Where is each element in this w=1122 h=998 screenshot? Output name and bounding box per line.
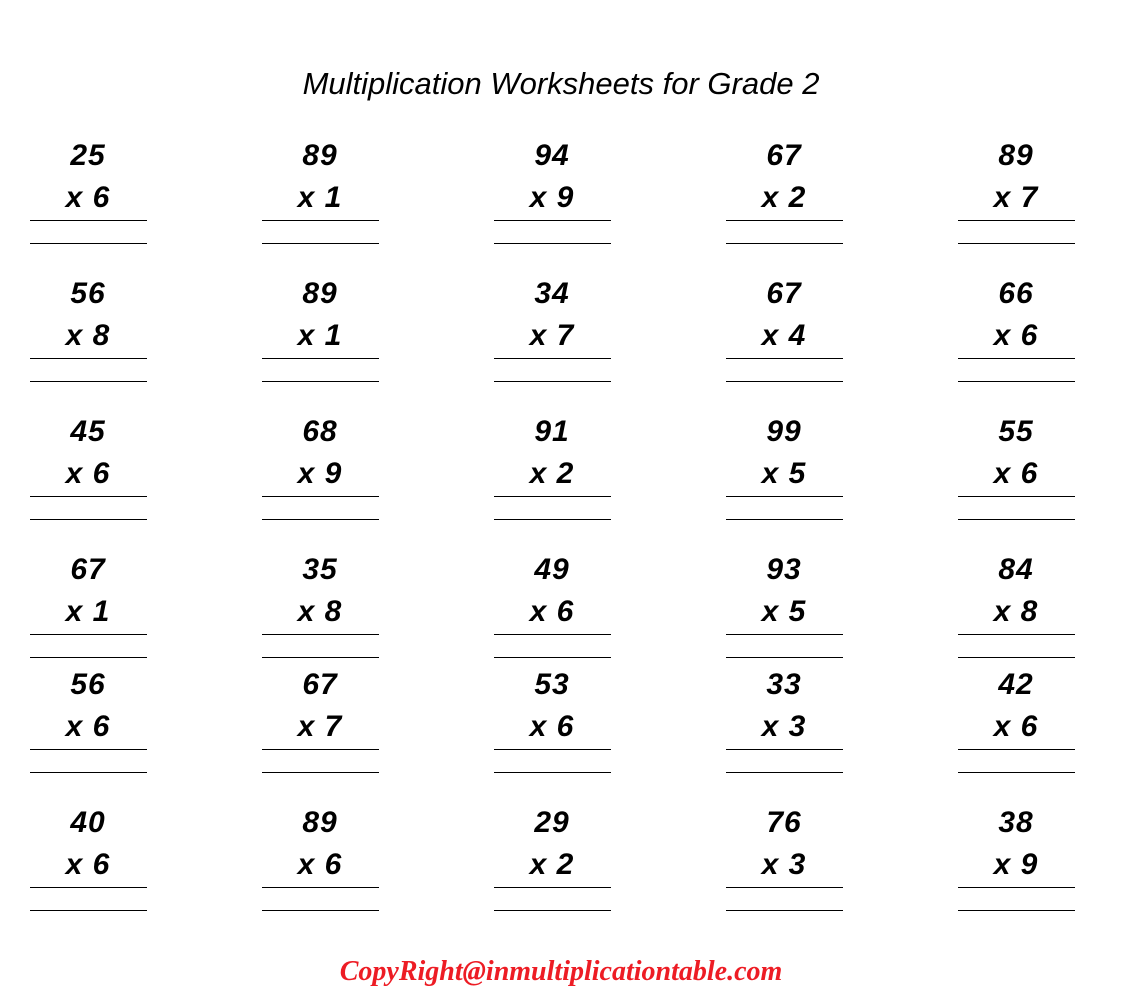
problem-cell — [709, 139, 859, 244]
problem-cell — [13, 415, 163, 520]
problem-row — [0, 415, 1122, 520]
multiplicand: 93 — [766, 553, 802, 586]
problem-cell — [709, 553, 859, 658]
answer-line-2 — [262, 657, 379, 658]
problem-cell — [477, 277, 627, 382]
answer-line-2 — [494, 910, 611, 911]
multiplier: x 8 — [65, 319, 111, 352]
multiplicand: 56 — [70, 277, 106, 310]
answer-line-2 — [494, 657, 611, 658]
answer-line — [958, 887, 1075, 888]
answer-line-2 — [30, 519, 147, 520]
problem-row — [0, 668, 1122, 773]
multiplier: x 5 — [761, 595, 807, 628]
answer-line — [30, 496, 147, 497]
answer-line — [30, 749, 147, 750]
problem-cell — [245, 139, 395, 244]
problem-row — [0, 139, 1122, 244]
problem-cell — [13, 553, 163, 658]
answer-line-2 — [726, 772, 843, 773]
answer-line-2 — [494, 381, 611, 382]
answer-line — [726, 634, 843, 635]
answer-line-2 — [958, 381, 1075, 382]
answer-line-2 — [726, 243, 843, 244]
multiplicand: 67 — [302, 668, 338, 701]
multiplicand: 55 — [998, 415, 1034, 448]
multiplier: x 6 — [297, 848, 343, 881]
multiplicand: 25 — [70, 139, 106, 172]
problem-cell — [941, 668, 1091, 773]
answer-line — [30, 220, 147, 221]
problem-cell — [709, 806, 859, 911]
multiplier: x 3 — [761, 710, 807, 743]
answer-line-2 — [262, 772, 379, 773]
multiplicand: 45 — [70, 415, 106, 448]
multiplier: x 6 — [65, 848, 111, 881]
answer-line-2 — [494, 772, 611, 773]
answer-line — [958, 749, 1075, 750]
answer-line — [262, 220, 379, 221]
problem-row — [0, 806, 1122, 911]
multiplier: x 6 — [65, 457, 111, 490]
problem-cell — [941, 139, 1091, 244]
multiplier: x 2 — [761, 181, 807, 214]
problem-cell — [477, 806, 627, 911]
problem-cell — [245, 806, 395, 911]
multiplier: x 6 — [993, 710, 1039, 743]
answer-line — [494, 634, 611, 635]
multiplier: x 2 — [529, 457, 575, 490]
multiplicand: 91 — [534, 415, 570, 448]
problem-cell — [709, 277, 859, 382]
multiplicand: 49 — [534, 553, 570, 586]
answer-line — [262, 749, 379, 750]
multiplicand: 67 — [70, 553, 106, 586]
multiplier: x 1 — [297, 319, 343, 352]
multiplier: x 7 — [529, 319, 575, 352]
worksheet-grid — [0, 139, 1122, 911]
answer-line — [262, 634, 379, 635]
answer-line-2 — [262, 519, 379, 520]
multiplicand: 33 — [766, 668, 802, 701]
answer-line-2 — [958, 657, 1075, 658]
multiplicand: 67 — [766, 139, 802, 172]
multiplicand: 53 — [534, 668, 570, 701]
multiplier: x 6 — [529, 710, 575, 743]
problem-cell — [709, 415, 859, 520]
problem-row — [0, 277, 1122, 382]
multiplier: x 6 — [65, 181, 111, 214]
multiplier: x 3 — [761, 848, 807, 881]
multiplicand: 68 — [302, 415, 338, 448]
problem-cell — [245, 553, 395, 658]
answer-line-2 — [958, 519, 1075, 520]
answer-line — [726, 220, 843, 221]
answer-line — [262, 496, 379, 497]
multiplicand: 89 — [302, 139, 338, 172]
answer-line-2 — [262, 243, 379, 244]
multiplicand: 84 — [998, 553, 1034, 586]
answer-line — [726, 749, 843, 750]
problem-cell — [709, 668, 859, 773]
multiplicand: 40 — [70, 806, 106, 839]
answer-line — [958, 220, 1075, 221]
problem-cell — [245, 415, 395, 520]
problem-cell — [13, 277, 163, 382]
answer-line — [726, 358, 843, 359]
answer-line-2 — [30, 772, 147, 773]
multiplier: x 9 — [297, 457, 343, 490]
multiplicand: 34 — [534, 277, 570, 310]
multiplicand: 89 — [998, 139, 1034, 172]
answer-line — [30, 358, 147, 359]
multiplicand: 94 — [534, 139, 570, 172]
multiplier: x 5 — [761, 457, 807, 490]
answer-line-2 — [30, 910, 147, 911]
answer-line-2 — [726, 657, 843, 658]
answer-line — [262, 358, 379, 359]
answer-line — [494, 358, 611, 359]
problem-cell — [477, 139, 627, 244]
multiplicand: 99 — [766, 415, 802, 448]
multiplicand: 35 — [302, 553, 338, 586]
answer-line — [958, 496, 1075, 497]
page-title: Multiplication Worksheets for Grade 2 — [302, 66, 820, 101]
answer-line-2 — [726, 519, 843, 520]
answer-line-2 — [958, 910, 1075, 911]
answer-line — [494, 220, 611, 221]
answer-line-2 — [30, 381, 147, 382]
answer-line — [958, 634, 1075, 635]
multiplicand: 67 — [766, 277, 802, 310]
multiplier: x 7 — [297, 710, 343, 743]
answer-line-2 — [262, 381, 379, 382]
answer-line — [30, 634, 147, 635]
problem-cell — [13, 139, 163, 244]
multiplicand: 89 — [302, 277, 338, 310]
problem-cell — [477, 668, 627, 773]
multiplier: x 6 — [529, 595, 575, 628]
answer-line-2 — [958, 772, 1075, 773]
multiplier: x 1 — [65, 595, 111, 628]
problem-cell — [13, 806, 163, 911]
multiplier: x 6 — [65, 710, 111, 743]
answer-line — [30, 887, 147, 888]
multiplicand: 38 — [998, 806, 1034, 839]
answer-line — [494, 887, 611, 888]
answer-line — [262, 887, 379, 888]
answer-line — [958, 358, 1075, 359]
multiplicand: 56 — [70, 668, 106, 701]
multiplicand: 66 — [998, 277, 1034, 310]
problem-cell — [941, 806, 1091, 911]
answer-line-2 — [30, 243, 147, 244]
multiplier: x 2 — [529, 848, 575, 881]
answer-line — [494, 496, 611, 497]
multiplier: x 8 — [993, 595, 1039, 628]
problem-cell — [477, 415, 627, 520]
answer-line — [726, 887, 843, 888]
answer-line-2 — [726, 910, 843, 911]
problem-cell — [477, 553, 627, 658]
multiplier: x 6 — [993, 319, 1039, 352]
answer-line-2 — [958, 243, 1075, 244]
problem-cell — [13, 668, 163, 773]
answer-line-2 — [494, 519, 611, 520]
answer-line — [494, 749, 611, 750]
multiplicand: 42 — [998, 668, 1034, 701]
answer-line-2 — [726, 381, 843, 382]
problem-cell — [245, 277, 395, 382]
multiplicand: 76 — [766, 806, 802, 839]
multiplier: x 9 — [993, 848, 1039, 881]
answer-line-2 — [30, 657, 147, 658]
multiplier: x 9 — [529, 181, 575, 214]
multiplier: x 6 — [993, 457, 1039, 490]
problem-cell — [941, 415, 1091, 520]
problem-cell — [245, 668, 395, 773]
problem-cell — [941, 553, 1091, 658]
multiplier: x 1 — [297, 181, 343, 214]
multiplier: x 8 — [297, 595, 343, 628]
answer-line-2 — [262, 910, 379, 911]
problem-row — [0, 553, 1122, 658]
multiplier: x 7 — [993, 181, 1039, 214]
copyright-text: CopyRight@inmultiplicationtable.com — [339, 956, 783, 987]
problem-cell — [941, 277, 1091, 382]
answer-line-2 — [494, 243, 611, 244]
answer-line — [726, 496, 843, 497]
multiplicand: 29 — [534, 806, 570, 839]
multiplier: x 4 — [761, 319, 807, 352]
multiplicand: 89 — [302, 806, 338, 839]
